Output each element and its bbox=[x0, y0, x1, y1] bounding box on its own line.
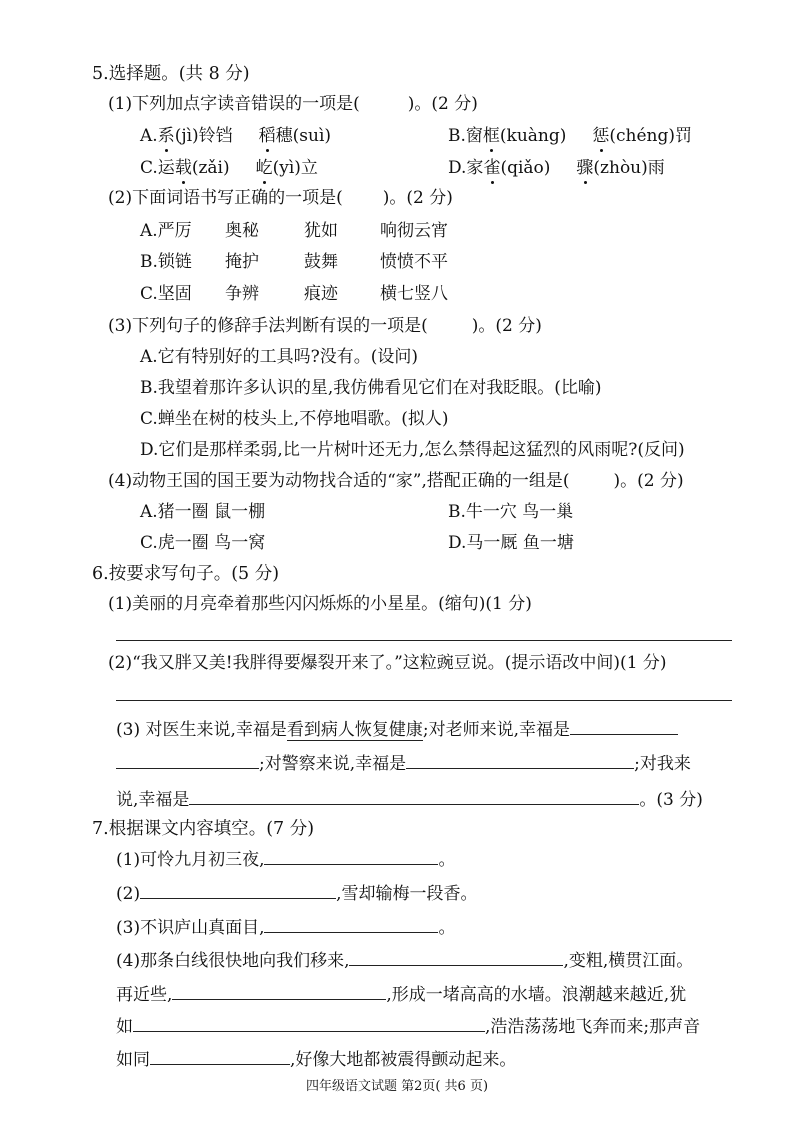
q5-3-option-c: C.蝉坐在树的枝头上,不停地唱歌。(拟人) bbox=[140, 409, 449, 429]
q5-4-stem: (4)动物王国的国王要为动物找合适的“家”,搭配正确的一组是( )。(2 分) bbox=[108, 471, 684, 491]
q7-3: (3)不识庐山真面目, 。 bbox=[116, 914, 455, 940]
q5-4-option-b: B.牛一穴 鸟一巢 bbox=[448, 502, 574, 522]
q6-3-blank-me[interactable] bbox=[189, 786, 639, 805]
q7-3-blank[interactable] bbox=[264, 914, 438, 933]
q5-4-option-a: A.猪一圈 鼠一棚 bbox=[140, 502, 266, 522]
q5-2-option-b: B.锁链 掩护 鼓舞 愤愤不平 bbox=[140, 252, 448, 272]
q5-4-option-c: C.虎一圈 鸟一窝 bbox=[140, 533, 266, 553]
q6-3-blank-teacher-cont[interactable] bbox=[116, 750, 259, 769]
q7-4-blank-2[interactable] bbox=[172, 981, 386, 1000]
q7-4-line2: 再近些, ,形成一堵高高的水墙。浪潮越来越近,犹 bbox=[116, 981, 686, 1007]
q7-4-blank-3[interactable] bbox=[133, 1013, 485, 1032]
q6-1-stem: (1)美丽的月亮牵着那些闪闪烁烁的小星星。(缩句)(1 分) bbox=[108, 594, 532, 614]
q7-2-blank[interactable] bbox=[140, 880, 336, 899]
q5-3-stem: (3)下列句子的修辞手法判断有误的一项是( )。(2 分) bbox=[108, 316, 542, 336]
q5-3-option-d: D.它们是那样柔弱,比一片树叶还无力,怎么禁得起这猛烈的风雨呢?(反问) bbox=[140, 440, 685, 460]
q7-4-line3: 如 ,浩浩荡荡地飞奔而来;那声音 bbox=[116, 1013, 700, 1039]
q5-1-option-a: A.系(jì)铃铛 稻穗(suì) bbox=[140, 126, 332, 146]
q5-4-option-d: D.马一厩 鱼一塘 bbox=[448, 533, 574, 553]
q7-1: (1)可怜九月初三夜, 。 bbox=[116, 846, 455, 872]
q5-2-stem: (2)下面词语书写正确的一项是( )。(2 分) bbox=[108, 188, 453, 208]
q7-title: 7.根据课文内容填空。(7 分) bbox=[92, 819, 315, 839]
q5-1-option-b: B.窗框(kuàng) 惩(chéng)罚 bbox=[448, 126, 693, 146]
page-footer: 四年级语文试题 第2页( 共6 页) bbox=[305, 1079, 489, 1094]
q7-2: (2) ,雪却输梅一段香。 bbox=[116, 880, 478, 906]
q7-4-blank-4[interactable] bbox=[150, 1046, 290, 1065]
q6-2-stem: (2)“我又胖又美!我胖得要爆裂开来了。”这粒豌豆说。(提示语改中间)(1 分) bbox=[108, 653, 667, 673]
q7-1-blank[interactable] bbox=[264, 846, 438, 865]
q6-3-line3: 说,幸福是 。(3 分) bbox=[116, 786, 703, 812]
q5-title: 5.选择题。(共 8 分) bbox=[92, 64, 250, 84]
q6-title: 6.按要求写句子。(5 分) bbox=[92, 564, 280, 584]
q7-4-line1: (4)那条白线很快地向我们移来, ,变粗,横贯江面。 bbox=[116, 947, 693, 973]
q5-3-option-b: B.我望着那许多认识的星,我仿佛看见它们在对我眨眼。(比喻) bbox=[140, 378, 602, 398]
q6-3-blank-police[interactable] bbox=[406, 750, 634, 769]
q6-3-line1: (3) 对医生来说,幸福是看到病人恢复健康;对老师来说,幸福是 bbox=[116, 716, 678, 742]
q6-1-answer-line[interactable] bbox=[116, 640, 732, 641]
q5-1-option-d: D.家雀(qiǎo) 骤(zhòu)雨 bbox=[448, 158, 665, 178]
q6-2-answer-line[interactable] bbox=[116, 700, 732, 701]
q7-4-line4: 如同 ,好像大地都被震得颤动起来。 bbox=[116, 1046, 516, 1072]
q5-3-option-a: A.它有特别好的工具吗?没有。(设问) bbox=[140, 347, 419, 367]
q5-1-stem: (1)下列加点字读音错误的一项是( )。(2 分) bbox=[108, 94, 478, 114]
q7-4-blank-1[interactable] bbox=[349, 947, 563, 966]
q6-3-line2: ;对警察来说,幸福是 ;对我来 bbox=[116, 750, 691, 776]
q5-2-option-a: A.严厉 奥秘 犹如 响彻云宵 bbox=[140, 221, 448, 241]
q5-2-option-c: C.坚固 争辨 痕迹 横七竖八 bbox=[140, 284, 448, 304]
q5-1-option-c: C.运载(zǎi) 屹(yì)立 bbox=[140, 158, 318, 178]
q6-3-blank-teacher[interactable] bbox=[570, 716, 678, 735]
example-underline: 看到病人恢复健康 bbox=[286, 720, 423, 740]
